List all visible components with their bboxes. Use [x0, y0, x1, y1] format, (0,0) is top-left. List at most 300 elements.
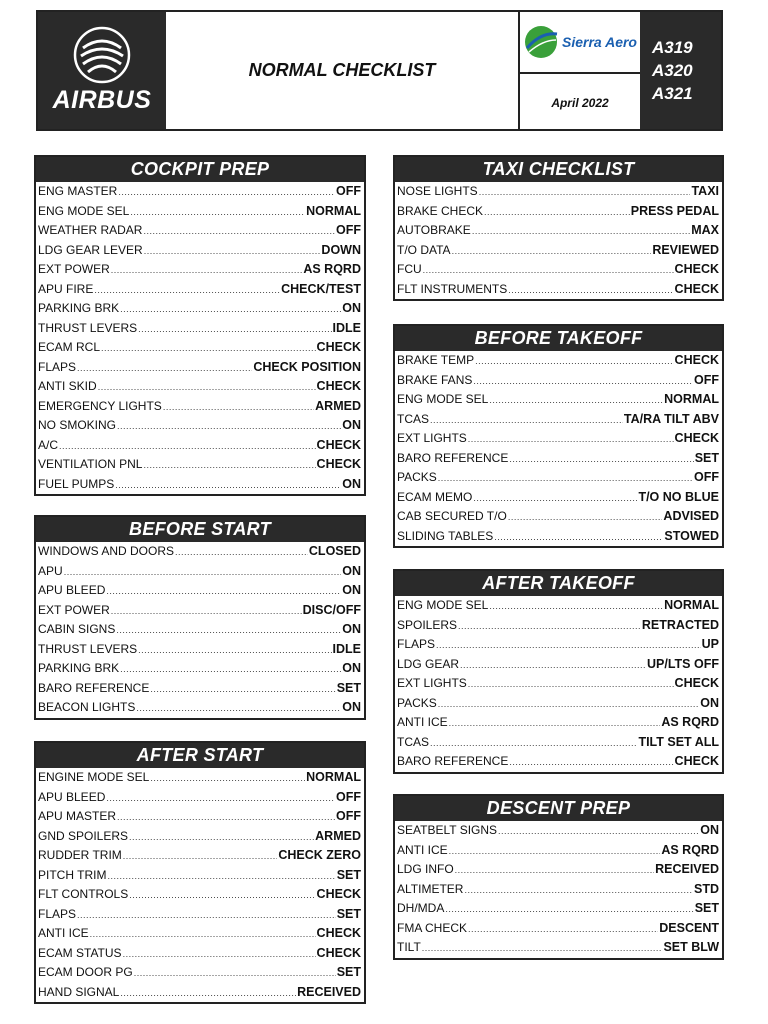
- checklist-row: [395, 527, 722, 547]
- dot-leader: [130, 203, 305, 222]
- checklist-row: [395, 449, 722, 469]
- checklist-action: OFF: [694, 470, 719, 484]
- checklist-action: ARMED: [315, 398, 361, 413]
- checklist-item: PACKS: [397, 695, 437, 710]
- dot-leader: [123, 945, 316, 964]
- checklist-item: FLAPS: [38, 359, 77, 374]
- checklist-item: WINDOWS AND DOORS: [38, 544, 175, 558]
- after-start-section: [34, 741, 366, 1004]
- dot-leader: [445, 900, 693, 919]
- checklist-row: [395, 596, 722, 616]
- checklist-action: CHECK: [674, 281, 719, 296]
- checklist-row: [395, 919, 722, 939]
- airbus-logo: [38, 12, 166, 129]
- checklist-row: [36, 416, 364, 436]
- checklist-item: NOSE LIGHTS: [397, 184, 478, 198]
- checklist-item: APU MASTER: [38, 809, 117, 823]
- checklist-action: CHECK: [316, 887, 361, 901]
- checklist-item: EMERGENCY LIGHTS: [38, 398, 162, 413]
- dot-leader: [129, 886, 315, 905]
- dot-leader: [107, 867, 335, 886]
- checklist-item: ECAM MEMO: [397, 489, 473, 504]
- checklist-row: [36, 807, 364, 827]
- model-a319: A319: [652, 38, 693, 57]
- dot-leader: [143, 222, 335, 241]
- cockpit-prep-section: [34, 155, 366, 496]
- dot-leader: [150, 769, 305, 788]
- checklist-item: DH/MDA: [397, 901, 445, 915]
- checklist-row: [395, 410, 722, 430]
- dot-leader: [106, 582, 341, 601]
- checklist-action: SET: [336, 680, 361, 695]
- checklist-row: [395, 351, 722, 371]
- checklist-item: APU BLEED: [38, 789, 106, 804]
- checklist-action: SET: [694, 450, 719, 465]
- checklist-action: SET: [336, 965, 361, 979]
- dot-leader: [117, 808, 335, 827]
- dot-leader: [115, 476, 341, 495]
- dot-leader: [494, 528, 663, 547]
- checklist-action: DESCENT: [659, 920, 719, 935]
- dot-leader: [438, 695, 699, 714]
- checklist-action: CLOSED: [308, 544, 361, 558]
- checklist-item: FLT INSTRUMENTS: [397, 281, 508, 296]
- dot-leader: [117, 417, 341, 436]
- checklist-item: FCU: [397, 262, 422, 276]
- checklist-item: FMA CHECK: [397, 920, 468, 935]
- dot-leader: [136, 699, 341, 718]
- dot-leader: [129, 828, 314, 847]
- dot-leader: [438, 469, 693, 488]
- manufacturer-name: AIRBUS: [52, 86, 152, 114]
- dot-leader: [484, 203, 630, 222]
- checklist-item: SEATBELT SIGNS: [397, 823, 498, 837]
- dot-leader: [452, 242, 652, 261]
- checklist-row: [395, 429, 722, 449]
- checklist-action: ON: [342, 418, 361, 432]
- checklist-action: IDLE: [332, 641, 361, 656]
- checklist-action: CHECK: [674, 431, 719, 445]
- checklist-item: APU FIRE: [38, 281, 94, 296]
- dot-leader: [509, 450, 693, 469]
- checklist-row: [395, 821, 722, 841]
- dot-leader: [475, 352, 673, 371]
- checklist-action: STOWED: [664, 528, 719, 543]
- checklist-action: ON: [342, 476, 361, 491]
- checklist-row: [395, 674, 722, 694]
- checklist-row: [395, 260, 722, 280]
- checklist-item: ENG MODE SEL: [397, 392, 489, 406]
- checklist-action: TAXI: [691, 184, 719, 198]
- dot-leader: [150, 680, 335, 699]
- section-title: BEFORE TAKEOFF: [395, 326, 722, 351]
- dot-leader: [175, 543, 308, 562]
- checklist-row: [395, 371, 722, 391]
- checklist-row: [395, 635, 722, 655]
- checklist-item: EXT POWER: [38, 262, 110, 276]
- checklist-row: [36, 338, 364, 358]
- dot-leader: [77, 906, 336, 925]
- checklist-item: BRAKE TEMP: [397, 353, 475, 367]
- dot-leader: [120, 660, 341, 679]
- checklist-row: [36, 698, 364, 718]
- checklist-row: [395, 280, 722, 300]
- dot-leader: [468, 675, 674, 694]
- checklist-action: TA/RA TILT ABV: [623, 411, 719, 426]
- dot-leader: [134, 964, 336, 983]
- checklist-item: LDG GEAR: [397, 656, 460, 671]
- checklist-item: SPOILERS: [397, 617, 458, 632]
- dot-leader: [118, 183, 335, 202]
- checklist-row: [36, 581, 364, 601]
- checklist-row: [36, 436, 364, 456]
- page-title: NORMAL CHECKLIST: [248, 60, 436, 80]
- checklist-action: ON: [342, 622, 361, 636]
- dot-leader: [98, 378, 316, 397]
- checklist-item: VENTILATION PNL: [38, 457, 143, 471]
- dot-leader: [143, 456, 315, 475]
- checklist-row: [395, 241, 722, 261]
- dot-leader: [509, 753, 673, 772]
- checklist-item: ANTI ICE: [38, 926, 89, 940]
- section-title: TAXI CHECKLIST: [395, 157, 722, 182]
- checklist-item: BARO REFERENCE: [38, 680, 150, 695]
- dot-leader: [508, 281, 673, 300]
- checklist-action: NORMAL: [664, 598, 719, 612]
- dot-leader: [138, 641, 331, 660]
- checklist-action: ON: [342, 700, 361, 714]
- dot-leader: [498, 822, 699, 841]
- checklist-item: ENGINE MODE SEL: [38, 770, 150, 784]
- checklist-action: SET: [336, 867, 361, 882]
- checklist-item: ECAM STATUS: [38, 945, 122, 960]
- checklist-row: [395, 694, 722, 714]
- checklist-row: [395, 860, 722, 880]
- dot-leader: [489, 597, 663, 616]
- checklist-row: [36, 260, 364, 280]
- checklist-action: CHECK: [674, 754, 719, 768]
- checklist-row: [36, 455, 364, 475]
- checklist-action: REVIEWED: [652, 242, 719, 257]
- checklist-row: [395, 752, 722, 772]
- checklist-row: [36, 866, 364, 886]
- dot-leader: [468, 920, 658, 939]
- checklist-item: BRAKE FANS: [397, 372, 473, 387]
- checklist-action: CHECK: [316, 945, 361, 960]
- checklist-row: [395, 221, 722, 241]
- checklist-action: IDLE: [332, 320, 361, 335]
- checklist-item: AUTOBRAKE: [397, 223, 471, 237]
- checklist-item: RUDDER TRIM: [38, 848, 122, 862]
- checklist-action: CHECK: [316, 379, 361, 393]
- checklist-action: MAX: [691, 223, 719, 237]
- checklist-item: FLT CONTROLS: [38, 887, 129, 901]
- dot-leader: [90, 925, 316, 944]
- checklist-row: [36, 358, 364, 378]
- checklist-row: [36, 963, 364, 983]
- checklist-item: THRUST LEVERS: [38, 641, 138, 656]
- checklist-action: ON: [342, 301, 361, 315]
- checklist-item: GND SPOILERS: [38, 828, 129, 843]
- checklist-row: [36, 221, 364, 241]
- dot-leader: [468, 430, 674, 449]
- checklist-action: CHECK: [674, 676, 719, 690]
- dot-leader: [473, 372, 693, 391]
- dot-leader: [464, 881, 693, 900]
- checklist-action: UP/LTS OFF: [647, 656, 719, 671]
- checklist-action: ON: [700, 823, 719, 837]
- checklist-item: FLAPS: [397, 637, 436, 651]
- checklist-action: OFF: [336, 223, 361, 237]
- revision-date: April 2022: [518, 74, 640, 131]
- checklist-item: TILT: [397, 940, 421, 954]
- section-title: AFTER TAKEOFF: [395, 571, 722, 596]
- checklist-item: NO SMOKING: [38, 418, 117, 432]
- checklist-action: SET: [694, 901, 719, 915]
- checklist-row: [36, 768, 364, 788]
- checklist-row: [395, 938, 722, 958]
- dot-leader: [120, 984, 296, 1003]
- dot-leader: [59, 437, 316, 456]
- dot-leader: [138, 320, 331, 339]
- before-start-section: [34, 515, 366, 720]
- checklist-action: AS RQRD: [661, 842, 719, 857]
- aircraft-models: [640, 12, 721, 129]
- checklist-row: [36, 620, 364, 640]
- checklist-row: [395, 488, 722, 508]
- checklist-item: PARKING BRK: [38, 661, 120, 675]
- checklist-item: WEATHER RADAR: [38, 223, 143, 237]
- checklist-row: [395, 880, 722, 900]
- checklist-item: APU: [38, 563, 63, 578]
- checklist-row: [36, 924, 364, 944]
- checklist-action: RECEIVED: [655, 862, 719, 876]
- checklist-item: BARO REFERENCE: [397, 754, 509, 768]
- checklist-row: [36, 280, 364, 300]
- dot-leader: [120, 300, 341, 319]
- checklist-item: PACKS: [397, 470, 437, 484]
- checklist-item: THRUST LEVERS: [38, 320, 138, 335]
- checklist-row: [395, 390, 722, 410]
- model-a320: A320: [652, 61, 693, 80]
- checklist-row: [36, 542, 364, 562]
- dot-leader: [449, 842, 661, 861]
- dot-leader: [458, 617, 641, 636]
- checklist-item: EXT POWER: [38, 602, 110, 617]
- checklist-action: CHECK: [316, 926, 361, 940]
- dot-leader: [449, 714, 661, 733]
- checklist-item: BRAKE CHECK: [397, 203, 484, 218]
- checklist-item: A/C: [38, 437, 59, 452]
- checklist-action: NORMAL: [306, 203, 361, 218]
- checklist-action: CHECK: [674, 353, 719, 367]
- checklist-action: AS RQRD: [303, 262, 361, 276]
- checklist-action: OFF: [336, 184, 361, 198]
- before-takeoff-section: [393, 324, 724, 548]
- checklist-row: [36, 397, 364, 417]
- dot-leader: [163, 398, 314, 417]
- checklist-item: BEACON LIGHTS: [38, 700, 136, 714]
- section-title: COCKPIT PREP: [36, 157, 364, 182]
- checklist-action: RETRACTED: [641, 617, 719, 632]
- dot-leader: [472, 222, 690, 241]
- checklist-action: CHECK: [316, 340, 361, 354]
- dot-leader: [460, 656, 646, 675]
- checklist-row: [36, 788, 364, 808]
- checklist-action: DISC/OFF: [302, 602, 361, 617]
- checklist-item: ALTIMETER: [397, 881, 464, 896]
- airline-logo: [518, 12, 640, 74]
- checklist-row: [36, 202, 364, 222]
- checklist-item: LDG INFO: [397, 862, 454, 876]
- checklist-action: SET: [336, 906, 361, 921]
- checklist-row: [395, 733, 722, 753]
- checklist-item: APU BLEED: [38, 583, 106, 597]
- dot-leader: [111, 261, 303, 280]
- checklist-action: OFF: [336, 809, 361, 823]
- checklist-action: ON: [342, 583, 361, 597]
- dot-leader: [101, 339, 316, 358]
- after-takeoff-section: [393, 569, 724, 774]
- dot-leader: [430, 411, 623, 430]
- dot-leader: [116, 621, 341, 640]
- checklist-action: DOWN: [321, 242, 361, 257]
- checklist-item: LDG GEAR LEVER: [38, 242, 143, 257]
- checklist-action: ON: [342, 563, 361, 578]
- checklist-action: CHECK: [316, 457, 361, 471]
- checklist-item: PITCH TRIM: [38, 867, 107, 882]
- checklist-row: [36, 377, 364, 397]
- dot-leader: [423, 261, 674, 280]
- checklist-action: T/O NO BLUE: [638, 489, 719, 504]
- checklist-item: ANTI ICE: [397, 715, 448, 729]
- dot-leader: [436, 636, 701, 655]
- checklist-item: ECAM RCL: [38, 340, 101, 354]
- checklist-row: [36, 182, 364, 202]
- dot-leader: [508, 508, 663, 527]
- dot-leader: [479, 183, 691, 202]
- dot-leader: [94, 281, 280, 300]
- checklist-row: [36, 640, 364, 660]
- checklist-row: [395, 468, 722, 488]
- checklist-row: [395, 713, 722, 733]
- checklist-item: ENG MASTER: [38, 184, 118, 198]
- checklist-item: ENG MODE SEL: [397, 598, 489, 612]
- checklist-item: TCAS: [397, 411, 430, 426]
- checklist-action: CHECK: [316, 437, 361, 452]
- checklist-action: UP: [701, 637, 719, 651]
- checklist-row: [36, 827, 364, 847]
- dot-leader: [64, 563, 342, 582]
- section-title: AFTER START: [36, 743, 364, 768]
- airbus-swirl-icon: [73, 26, 131, 84]
- checklist-item: FUEL PUMPS: [38, 476, 115, 491]
- checklist-row: [36, 299, 364, 319]
- checklist-row: [36, 983, 364, 1003]
- dot-leader: [473, 489, 637, 508]
- checklist-item: CAB SECURED T/O: [397, 509, 507, 523]
- section-title: DESCENT PREP: [395, 796, 722, 821]
- dot-leader: [123, 847, 278, 866]
- checklist-row: [395, 841, 722, 861]
- section-title: BEFORE START: [36, 517, 364, 542]
- dot-leader: [422, 939, 663, 958]
- checklist-item: ECAM DOOR PG: [38, 965, 133, 979]
- checklist-action: OFF: [336, 789, 361, 804]
- airline-name: Sierra Aero: [562, 34, 637, 50]
- checklist-item: ANTI SKID: [38, 379, 97, 393]
- dot-leader: [106, 789, 335, 808]
- dot-leader: [111, 602, 302, 621]
- checklist-row: [36, 846, 364, 866]
- checklist-action: CHECK/TEST: [281, 281, 361, 296]
- checklist-action: ARMED: [315, 828, 361, 843]
- dot-leader: [430, 734, 637, 753]
- checklist-action: PRESS PEDAL: [630, 203, 719, 218]
- checklist-action: CHECK ZERO: [278, 848, 361, 862]
- checklist-item: CABIN SIGNS: [38, 622, 116, 636]
- checklist-item: EXT LIGHTS: [397, 431, 467, 445]
- checklist-action: NORMAL: [664, 392, 719, 406]
- checklist-row: [395, 899, 722, 919]
- checklist-row: [36, 944, 364, 964]
- checklist-item: SLIDING TABLES: [397, 528, 494, 543]
- checklist-item: T/O DATA: [397, 242, 451, 257]
- descent-prep-section: [393, 794, 724, 960]
- checklist-header: [36, 10, 723, 131]
- checklist-action: AS RQRD: [661, 715, 719, 729]
- checklist-row: [36, 601, 364, 621]
- checklist-action: NORMAL: [306, 770, 361, 784]
- checklist-action: CHECK: [674, 262, 719, 276]
- checklist-action: SET BLW: [663, 940, 719, 954]
- dot-leader: [77, 359, 252, 378]
- checklist-row: [395, 202, 722, 222]
- dot-leader: [144, 242, 321, 261]
- checklist-action: STD: [694, 881, 719, 896]
- checklist-row: [36, 905, 364, 925]
- checklist-action: TILT SET ALL: [638, 734, 719, 749]
- checklist-row: [36, 319, 364, 339]
- checklist-action: ON: [342, 661, 361, 675]
- checklist-row: [36, 659, 364, 679]
- checklist-action: OFF: [694, 372, 719, 387]
- checklist-row: [36, 679, 364, 699]
- checklist-item: TCAS: [397, 734, 430, 749]
- checklist-item: FLAPS: [38, 906, 77, 921]
- dot-leader: [489, 391, 663, 410]
- checklist-action: ON: [700, 695, 719, 710]
- checklist-row: [36, 241, 364, 261]
- checklist-item: BARO REFERENCE: [397, 450, 509, 465]
- checklist-item: EXT LIGHTS: [397, 676, 467, 690]
- checklist-action: CHECK POSITION: [253, 359, 361, 374]
- checklist-action: RECEIVED: [297, 984, 361, 999]
- checklist-row: [36, 562, 364, 582]
- checklist-item: PARKING BRK: [38, 301, 120, 315]
- airline-globe-icon: [523, 24, 559, 60]
- checklist-row: [395, 182, 722, 202]
- dot-leader: [455, 861, 654, 880]
- checklist-action: ADVISED: [663, 509, 719, 523]
- checklist-row: [395, 655, 722, 675]
- checklist-row: [36, 475, 364, 495]
- taxi-checklist-section: [393, 155, 724, 301]
- checklist-item: HAND SIGNAL: [38, 984, 120, 999]
- checklist-row: [395, 616, 722, 636]
- checklist-row: [395, 507, 722, 527]
- model-a321: A321: [652, 84, 693, 103]
